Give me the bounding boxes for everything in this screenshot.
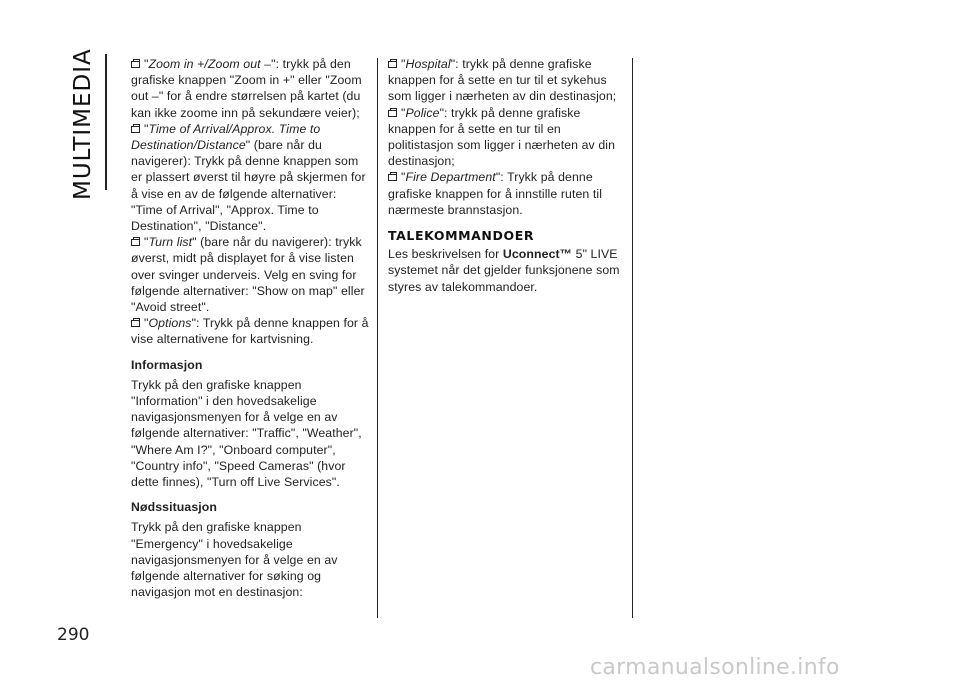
voice-commands-heading: TALEKOMMANDOER bbox=[388, 228, 535, 244]
column-left bbox=[131, 56, 369, 601]
list-item: "Time of Arrival/Approx. Time to Destination/Distance" (bare når du navigerer): Trykk på denne knappen som er plassert øverst til høyre på skjermen for å vise en av de følgende alternativer: "Time of Arrival", "Approx. Time to Destination", "Distance". bbox=[131, 121, 366, 234]
list-item: "Turn list" (bare når du navigerer): trykk øverst, midt på displayet for å vise listen over svinger underveis. Velg en sving for følgende alternativer: "Show on map" eller "Avoid street". bbox=[131, 235, 365, 315]
watermark: carmanualsonline.info bbox=[590, 655, 840, 680]
bullet-marker-icon bbox=[131, 61, 140, 68]
bullet-marker-icon bbox=[388, 110, 397, 117]
bullet-marker-icon bbox=[388, 174, 397, 181]
voice-commands-text: Les beskrivelsen for Uconnect™ 5" LIVE systemet når det gjelder funksjonene som styres av talekommandoer. bbox=[388, 247, 620, 294]
page-number: 290 bbox=[57, 625, 90, 645]
bullet-marker-icon bbox=[131, 126, 140, 133]
column-middle bbox=[388, 56, 626, 295]
emergency-heading: Nødssituasjon bbox=[131, 500, 218, 515]
bullet-marker-icon bbox=[388, 61, 397, 68]
column-divider-right bbox=[632, 58, 633, 618]
list-item: "Fire Department": Trykk på denne grafiske knappen for å innstille ruten til nærmeste brannstasjon. bbox=[388, 170, 603, 217]
info-heading: Informasjon bbox=[131, 357, 203, 372]
section-rule bbox=[105, 54, 107, 190]
list-item: "Options": Trykk på denne knappen for å vise alternativene for kartvisning. bbox=[131, 316, 369, 347]
list-item: "Police": trykk på denne grafiske knappen for å sette en tur til en politistasjon som ligger i nærheten av din destinasjon; bbox=[388, 105, 616, 169]
info-text: Trykk på den grafiske knappen "Information" i den hovedsakelige navigasjonsmenyen for å velge en av følgende alternativer: "Traffic", "Weather", "Where Am I?", "Onboard computer", "Country info", "Speed Cameras" (hvor dette finnes), "Turn off Live Services". bbox=[131, 377, 362, 490]
list-item: "Hospital": trykk på denne grafiske knappen for å sette en tur til et sykehus som ligger i nærheten av din destinasjon; bbox=[388, 57, 617, 104]
brand-name: Uconnect™ bbox=[502, 247, 573, 262]
bullet-marker-icon bbox=[131, 320, 140, 327]
emergency-text: Trykk på den grafiske knappen "Emergency" i hovedsakelige navigasjonsmenyen for å velge en av følgende alternativer for søking og navigasjon mot en destinasjon: bbox=[131, 520, 338, 600]
list-item: "Zoom in +/Zoom out –": trykk på den grafiske knappen "Zoom in +" eller "Zoom out –" for å endre størrelsen på kartet (du kan ikke zoome inn på sekundære veier); bbox=[131, 57, 362, 120]
bullet-marker-icon bbox=[131, 239, 140, 246]
section-title: MULTIMEDIA bbox=[70, 48, 96, 200]
column-divider-left bbox=[377, 58, 378, 618]
